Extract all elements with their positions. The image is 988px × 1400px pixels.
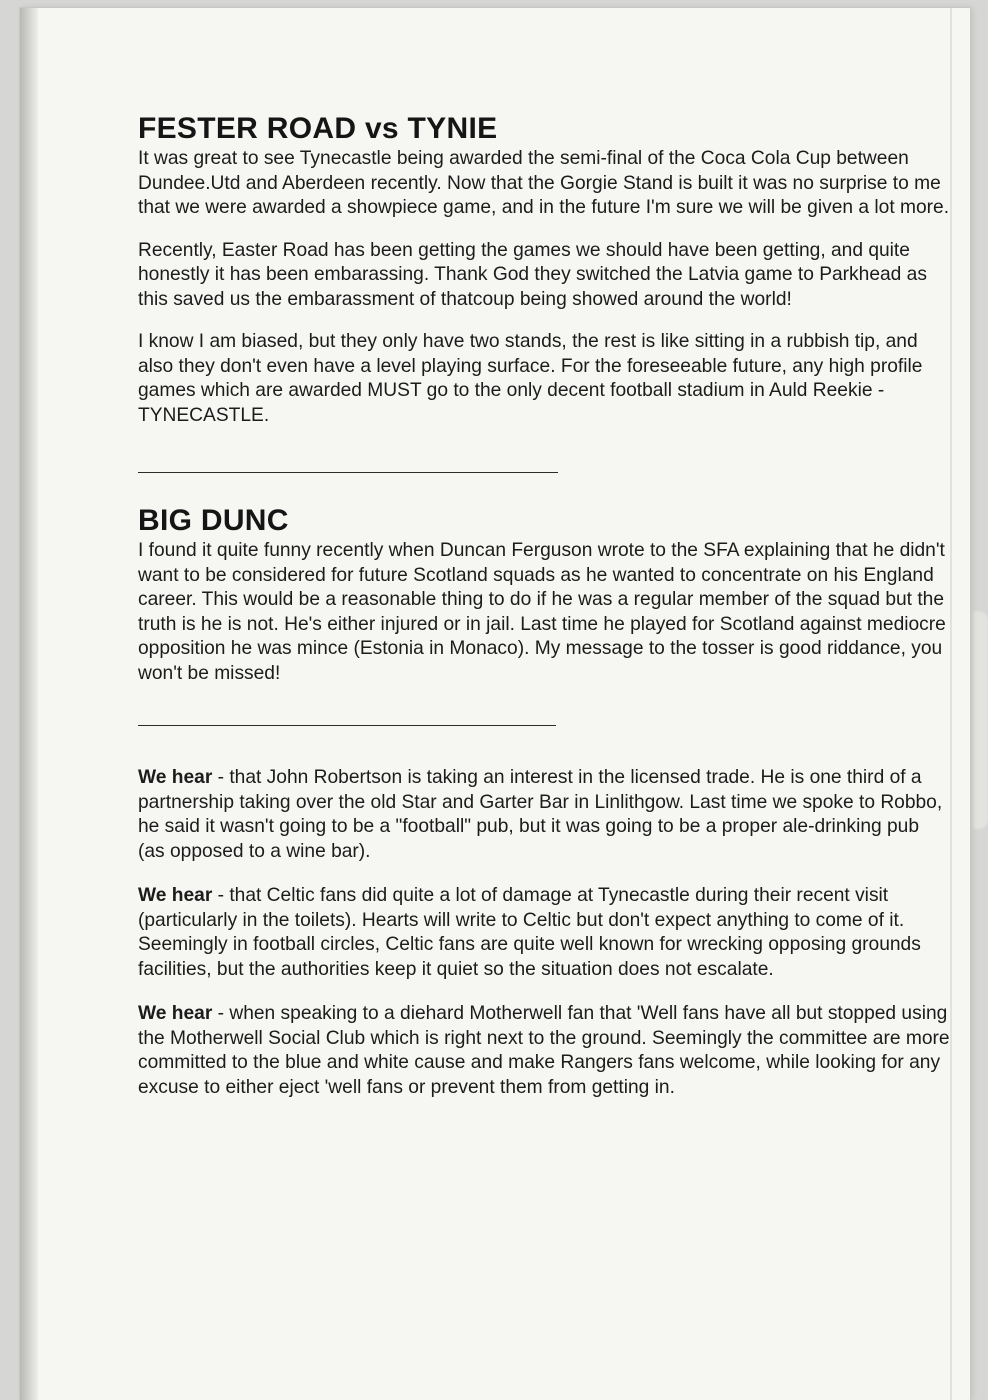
we-hear-item-2 [138,884,950,982]
we-hear-item-2-text: - that Celtic fans did quite a lot of damage at Tynecastle during their recent visit (particularly in the toilets). Hearts will write to Celtic but don't expect anything to come of it. Seemingly in football circles, Celtic fans are quite well known for wrecking opposing grounds facilities, but the authorities keep it quiet so the situation does not escalate. [138,885,921,980]
magazine-page [20,8,970,1400]
we-hear-label: We hear [138,885,213,906]
section-divider-line [138,472,558,473]
we-hear-item-3 [138,1002,950,1100]
article-title-fester-road: FESTER ROAD vs TYNIE [138,112,498,145]
page-edge [950,8,952,1400]
article-title-big-dunc: BIG DUNC [138,504,289,537]
big-dunc-paragraph: I found it quite funny recently when Duncan Ferguson wrote to the SFA explaining that he didn't want to be considered for future Scotland squads as he wanted to concentrate on his England career. This would be a reasonable thing to do if he was a regular member of the squad but the truth is he is not. He's either injured or in jail. Last time he played for Scotland against mediocre opposition he was mince (Estonia in Monaco). My message to the tosser is good riddance, you won't be missed! [138,540,946,684]
next-page-tab-shadow [970,610,988,830]
section-divider-line [138,725,556,726]
fester-road-paragraph-3: I know I am biased, but they only have two stands, the rest is like sitting in a rubbish tip, and also they don't even have a level playing surface. For the foreseeable future, any high profile games which are awarded MUST go to the only decent football stadium in Auld Reekie - TYNECASTLE. [138,331,923,426]
we-hear-item-1 [138,766,950,864]
fester-road-paragraph-2: Recently, Easter Road has been getting the games we should have been getting, and quite honestly it has been embarassing. Thank God they switched the Latvia game to Parkhead as this saved us the embarassment of thatcoup being showed around the world! [138,239,927,310]
page-content [138,111,950,1100]
fester-road-paragraph-1: It was great to see Tynecastle being awarded the semi-final of the Coca Cola Cup between Dundee.Utd and Aberdeen recently. Now that the Gorgie Stand is built it was no surprise to me that we were awarded a showpiece game, and in the future I'm sure we will be given a lot more. [138,148,950,218]
we-hear-item-3-text: - when speaking to a diehard Motherwell fan that 'Well fans have all but stopped using the Motherwell Social Club which is right next to the ground. Seemingly the committee are more committed to the blue and white cause and make Rangers fans welcome, while looking for any excuse to either eject 'well fans or prevent them from getting in. [138,1003,950,1098]
we-hear-label: We hear [138,1003,213,1024]
we-hear-label: We hear [138,767,213,788]
we-hear-item-1-text: - that John Robertson is taking an interest in the licensed trade. He is one third of a partnership taking over the old Star and Garter Bar in Linlithgow. Last time we spoke to Robbo, he said it wasn't going to be a "football" pub, but it was going to be a proper ale-drinking pub (as opposed to a wine bar). [138,767,943,862]
